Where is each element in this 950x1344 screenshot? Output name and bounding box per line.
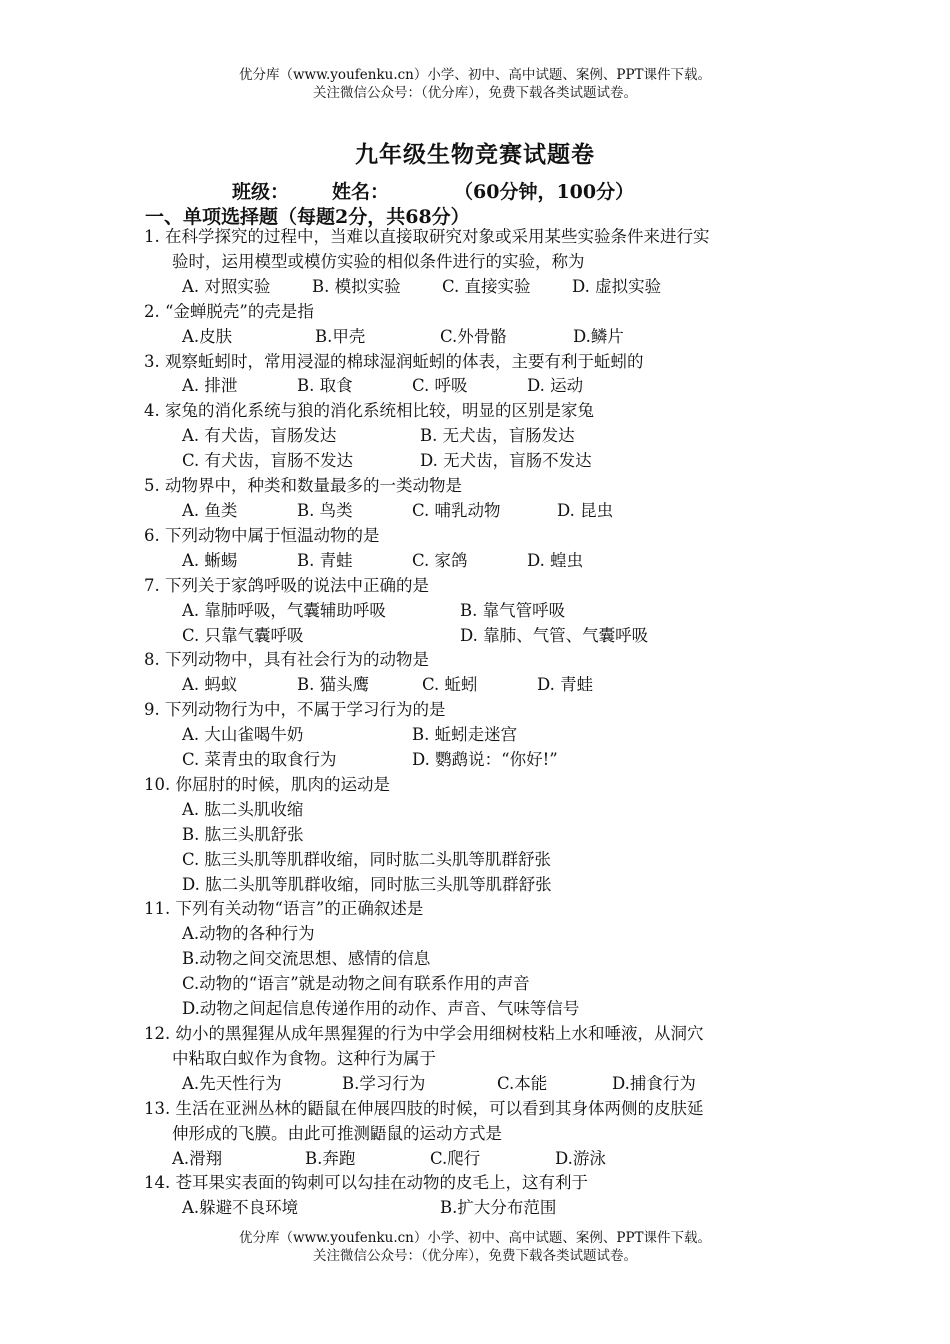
- question-12-options: [144, 1072, 814, 1097]
- option-a: A.先天性行为: [182, 1073, 282, 1093]
- name-label: 姓名：: [332, 181, 390, 203]
- option-a: A.滑翔: [172, 1148, 223, 1168]
- option-c: C. 直接实验: [442, 276, 531, 296]
- option-b: B. 蚯蚓走迷宫: [412, 725, 518, 745]
- question-4-options-cd: [144, 449, 814, 474]
- option-c: C.本能: [497, 1073, 548, 1093]
- option-d: D. 无犬齿，盲肠不发达: [420, 451, 592, 471]
- option-d: D.捕食行为: [612, 1073, 696, 1093]
- option-c: C. 蚯蚓: [422, 675, 478, 695]
- question-12-line-1: 12. 幼小的黑猩猩从成年黑猩猩的行为中学会用细树枝粘上水和唾液，从洞穴: [144, 1024, 704, 1043]
- option-d: D. 鹦鹉说：“你好!”: [412, 750, 558, 770]
- option-a: A. 肱二头肌收缩: [182, 799, 304, 819]
- question-4-options-ab: [144, 424, 814, 449]
- option-d: D. 昆虫: [557, 500, 614, 520]
- option-c: C.动物的“语言”就是动物之间有联系作用的声音: [182, 974, 530, 994]
- question-3: 3. 观察蚯蚓时，常用浸湿的棉球湿润蚯蚓的体表，主要有利于蚯蚓的: [144, 351, 644, 371]
- question-7-options-ab: [144, 599, 814, 624]
- student-info: [232, 177, 634, 204]
- option-b: B. 猫头鹰: [297, 675, 370, 695]
- class-label: 班级：: [232, 181, 290, 203]
- option-a: A.皮肤: [182, 326, 233, 346]
- option-a: A. 有犬齿，盲肠发达: [182, 426, 337, 446]
- option-a: A. 鱼类: [182, 500, 238, 520]
- option-c: C. 有犬齿，盲肠不发达: [182, 451, 354, 471]
- footer-line-2: 关注微信公众号：（优分库），免费下载各类试题试卷。: [313, 1248, 637, 1264]
- section-heading: 一、单项选择题（每题2分，共68分）: [145, 206, 470, 228]
- question-2-options: [144, 325, 814, 350]
- option-b: B. 青蛙: [297, 550, 353, 570]
- question-7: 7. 下列关于家鸽呼吸的说法中正确的是: [144, 575, 429, 595]
- option-c: C. 菜青虫的取食行为: [182, 750, 337, 770]
- page-footer: [0, 1229, 950, 1265]
- question-2: 2. “金蝉脱壳”的壳是指: [144, 301, 314, 321]
- option-a: A.躲避不良环境: [182, 1198, 299, 1218]
- option-d: D. 肱二头肌等肌群收缩，同时肱三头肌等肌群舒张: [182, 874, 552, 894]
- option-b: B.动物之间交流思想、感情的信息: [182, 949, 431, 969]
- question-1-options: [144, 275, 814, 300]
- option-d: D.动物之间起信息传递作用的动作、声音、气味等信号: [182, 999, 580, 1019]
- time-score: （60分钟，100分）: [454, 181, 635, 203]
- option-b: B. 靠气管呼吸: [460, 600, 566, 620]
- question-6-options: [144, 549, 814, 574]
- question-8: 8. 下列动物中，具有社会行为的动物是: [144, 650, 429, 670]
- question-11: 11. 下列有关动物“语言”的正确叙述是: [144, 899, 424, 919]
- header-line-1: 优分库（www.youfenku.cn）小学、初中、高中试题、案例、PPT课件下载。: [238, 67, 712, 83]
- option-b: B.甲壳: [315, 326, 366, 346]
- question-14: 14. 苍耳果实表面的钩刺可以勾挂在动物的皮毛上，这有利于: [144, 1173, 588, 1193]
- question-4: 4. 家兔的消化系统与狼的消化系统相比较，明显的区别是家兔: [144, 401, 594, 421]
- option-a: A. 靠肺呼吸，气囊辅助呼吸: [182, 600, 386, 620]
- header-line-2: 关注微信公众号：（优分库），免费下载各类试题试卷。: [313, 85, 637, 101]
- option-b: B. 无犬齿，盲肠发达: [420, 426, 575, 446]
- option-d: D. 虚拟实验: [572, 276, 662, 296]
- question-10: 10. 你屈肘的时候，肌肉的运动是: [144, 774, 390, 794]
- question-13-options: [144, 1147, 814, 1172]
- option-a: A. 蚂蚁: [182, 675, 238, 695]
- question-5-options: [144, 499, 814, 524]
- question-13-line-2: 伸形成的飞膜。由此可推测鼯鼠的运动方式是: [172, 1123, 502, 1143]
- option-b: B.奔跑: [305, 1148, 356, 1168]
- option-c: C. 哺乳动物: [412, 500, 501, 520]
- option-b: B. 肱三头肌舒张: [182, 824, 304, 844]
- page-title: 九年级生物竞赛试题卷: [355, 141, 595, 168]
- option-a: A. 对照实验: [182, 276, 271, 296]
- question-13-line-1: 13. 生活在亚洲丛林的鼯鼠在伸展四肢的时候，可以看到其身体两侧的皮肤延: [144, 1098, 704, 1118]
- option-a: A. 蜥蜴: [182, 550, 238, 570]
- question-3-options: [144, 374, 814, 399]
- question-9: 9. 下列动物行为中，不属于学习行为的是: [144, 700, 446, 720]
- option-a: A.动物的各种行为: [182, 924, 315, 944]
- question-7-options-cd: [144, 624, 814, 649]
- question-8-options: [144, 673, 814, 698]
- question-9-options-cd: [144, 748, 814, 773]
- question-1-line-2: 验时，运用模型或模仿实验的相似条件进行的实验，称为: [172, 251, 585, 271]
- question-14-options: [144, 1196, 814, 1221]
- option-c: C. 只靠气囊呼吸: [182, 625, 304, 645]
- question-list: [144, 225, 814, 1221]
- option-d: D.鳞片: [573, 326, 624, 346]
- option-c: C. 肱三头肌等肌群收缩，同时肱二头肌等肌群舒张: [182, 849, 552, 869]
- option-b: B. 鸟类: [297, 500, 353, 520]
- option-d: D. 靠肺、气管、气囊呼吸: [460, 625, 649, 645]
- question-9-options-ab: [144, 723, 814, 748]
- question-1-line-1: 1. 在科学探究的过程中，当难以直接取研究对象或采用某些实验条件来进行实: [144, 227, 710, 246]
- option-a: A. 大山雀喝牛奶: [182, 725, 304, 745]
- question-12-line-2: 中粘取白蚁作为食物。这种行为属于: [172, 1048, 436, 1068]
- option-b: B. 模拟实验: [312, 276, 401, 296]
- option-b: B. 取食: [297, 376, 353, 396]
- option-b: B.学习行为: [342, 1073, 426, 1093]
- option-d: D.游泳: [555, 1148, 606, 1168]
- option-d: D. 青蛙: [537, 675, 594, 695]
- option-a: A. 排泄: [182, 376, 238, 396]
- option-d: D. 蝗虫: [527, 550, 584, 570]
- option-c: C.外骨骼: [440, 326, 507, 346]
- question-5: 5. 动物界中，种类和数量最多的一类动物是: [144, 476, 462, 496]
- option-c: C. 呼吸: [412, 376, 468, 396]
- option-c: C.爬行: [430, 1148, 481, 1168]
- option-d: D. 运动: [527, 376, 584, 396]
- footer-line-1: 优分库（www.youfenku.cn）小学、初中、高中试题、案例、PPT课件下载。: [238, 1230, 712, 1246]
- option-b: B.扩大分布范围: [440, 1198, 557, 1218]
- page-header: [0, 66, 950, 102]
- option-c: C. 家鸽: [412, 550, 468, 570]
- question-6: 6. 下列动物中属于恒温动物的是: [144, 525, 380, 545]
